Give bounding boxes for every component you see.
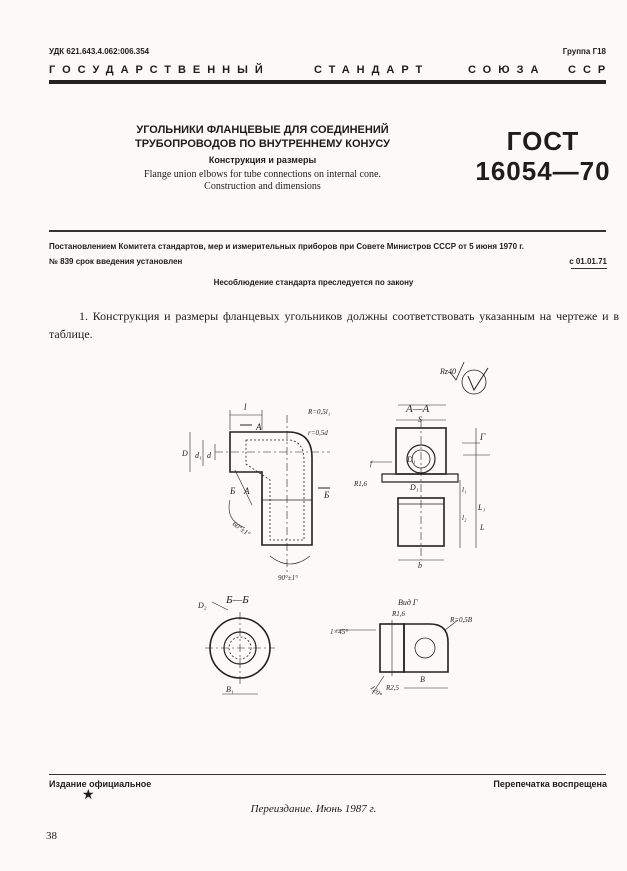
- label-g: Г: [480, 432, 486, 442]
- heading-word-3: СОЮЗА: [468, 64, 546, 76]
- dim-S: S: [418, 415, 422, 424]
- official-edition: Издание официальное: [49, 779, 152, 789]
- heading-word-1: ГОСУДАРСТВЕННЫЙ: [49, 64, 270, 76]
- label-b-left: Б: [230, 486, 236, 496]
- heading-word-4: ССР: [568, 64, 613, 76]
- radius-r3-g: R1,6: [392, 610, 406, 618]
- title-ru-line1: УГОЛЬНИКИ ФЛАНЦЕВЫЕ ДЛЯ СОЕДИНЕНИЙ: [136, 124, 389, 136]
- page-number: 38: [46, 830, 57, 842]
- gost-number: 16054—70: [475, 156, 611, 186]
- subtitle-ru: Конструкция и размеры: [208, 155, 317, 165]
- dim-l: l: [244, 402, 247, 412]
- dim-D: D: [182, 449, 188, 458]
- group-code: Группа Г18: [562, 47, 606, 56]
- dim-f: f: [370, 460, 372, 468]
- angle-60: 60°±1°: [230, 520, 252, 539]
- dim-b: b: [418, 561, 422, 570]
- angle-120: 120°: [368, 683, 384, 699]
- dim-B: B: [420, 675, 425, 684]
- reprint-note: Переиздание. Июнь 1987 г.: [250, 803, 377, 815]
- label-a-top: А: [256, 422, 262, 432]
- chamfer-1x45: 1×45°: [330, 628, 349, 636]
- label-b-right: Б: [324, 490, 330, 500]
- radius-r2: r=0,5d: [308, 429, 328, 437]
- view-g-label: Вид Г: [398, 598, 418, 607]
- footer-rule: [49, 774, 606, 775]
- heading-word-2: СТАНДАРТ: [314, 64, 430, 76]
- law-notice: Несоблюдение стандарта преследуется по закону: [213, 278, 414, 287]
- dim-d: d: [207, 451, 211, 460]
- gost-word: ГОСТ: [506, 126, 580, 156]
- roughness-label: Rz40: [440, 367, 456, 376]
- dim-l2: l₂: [462, 514, 467, 522]
- label-a-left: А: [244, 486, 250, 496]
- dim-D1: D₁: [410, 483, 419, 492]
- title-en-line1: Flange union elbows for tube connections on internal cone.: [144, 169, 381, 180]
- roughness-r25: R2,5: [386, 684, 400, 692]
- radius-r4: R=0,5B: [450, 616, 473, 624]
- section-bb-label: Б—Б: [226, 594, 249, 606]
- angle-90: 90°±1°: [278, 574, 298, 582]
- dim-B1: B₁: [226, 685, 234, 694]
- star-icon: ★: [82, 788, 95, 803]
- dim-D2: D₂: [198, 601, 207, 610]
- effective-date: с 01.01.71: [569, 257, 607, 266]
- dim-L1: L₁: [478, 503, 486, 512]
- dim-D1-circle: D₁: [407, 455, 416, 464]
- dim-L: L: [480, 523, 485, 532]
- radius-r1: R=0,5l₁: [308, 408, 331, 416]
- radius-r3: R1,6: [354, 480, 368, 488]
- section-aa-view: [370, 405, 490, 560]
- decree-line2: № 839 срок введения установлен: [49, 257, 183, 266]
- decree-line1: Постановлением Комитета стандартов, мер и измерительных приборов при Совете Министров СССР от 5 июня 1970 г.: [49, 242, 524, 251]
- section-aa-label: А—А: [406, 403, 430, 415]
- reprint-prohibited: Перепечатка воспрещена: [493, 779, 607, 789]
- title-en-line2: Construction and dimensions: [204, 181, 321, 192]
- udk-code: УДК 621.643.4.062:006.354: [49, 47, 150, 56]
- paragraph-1: 1. Конструкция и размеры фланцевых угольников должны соответствовать указанным на чертеже и в таблице.: [49, 309, 619, 341]
- dim-l1: l₁: [462, 486, 467, 494]
- title-ru-line2: ТРУБОПРОВОДОВ ПО ВНУТРЕННЕМУ КОНУСУ: [135, 138, 390, 150]
- view-g: [336, 620, 458, 694]
- section-bb-view: [205, 602, 275, 694]
- dim-d1: d₁: [195, 451, 202, 460]
